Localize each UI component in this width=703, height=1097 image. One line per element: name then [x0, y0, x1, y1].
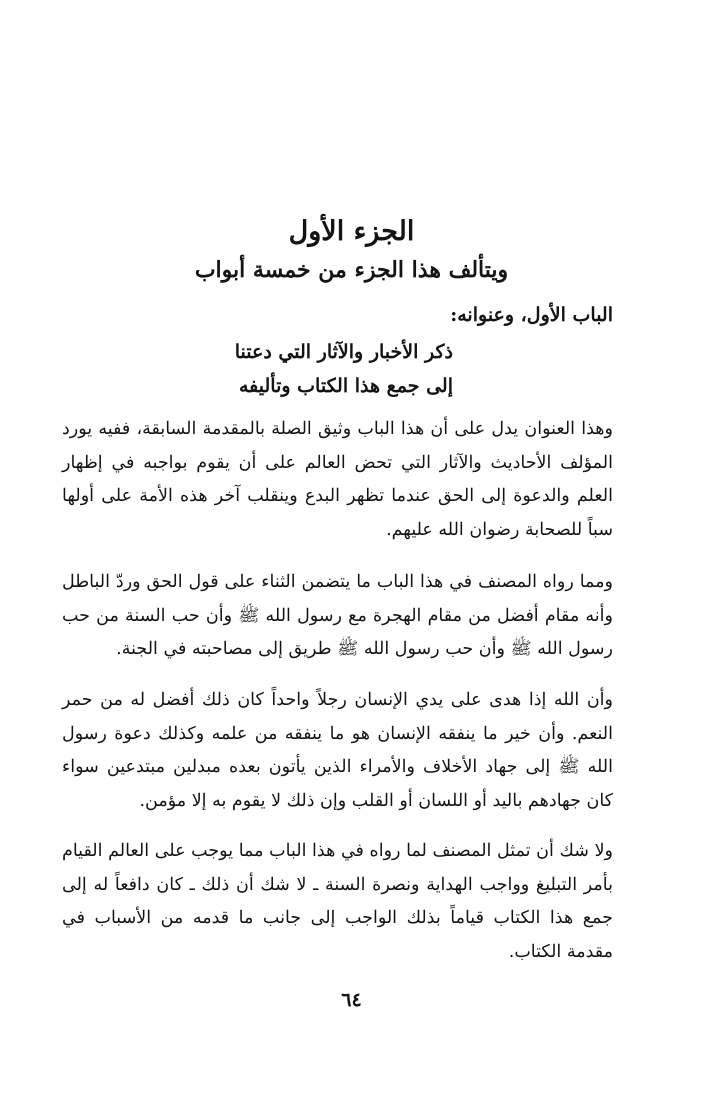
paragraph-3: وأن الله إذا هدى على يدي الإنسان رجلاً واحداً كان ذلك أفضل له من حمر النعم. وأن خير ما ينفقه الإنسان هو ما ينفقه من علمه وكذلك دعوة رسول الله ﷺ إلى جهاد الأخلاف والأمراء الذين يأتون بعده مبدلين مبتدعين سواء كان جهادهم باليد أو اللسان أو القلب وإن ذلك لا يقوم به إلا مؤمن.	[62, 690, 613, 811]
paragraph-4: ولا شك أن تمثل المصنف لما رواه في هذا الباب مما يوجب على العالم القيام بأمر التبليغ وواجب الهداية ونصرة السنة ـ لا شك أن ذلك ـ كان دافعاً له إلى جمع هذا الكتاب قياماً بذلك الواجب إلى جانب ما قدمه من الأسباب في مقدمة الكتاب.	[62, 841, 613, 962]
part-subtitle: ويتألف هذا الجزء من خمسة أبواب	[194, 257, 509, 283]
chapter-title-line-1: ذكر الأخبار والآثار التي دعتنا	[234, 341, 453, 363]
chapter-label: الباب الأول، وعنوانه:	[450, 304, 613, 326]
paragraph-2: ومما رواه المصنف في هذا الباب ما يتضمن الثناء على قول الحق وردّ الباطل وأنه مقام أفضل من مقام الهجرة مع رسول الله ﷺ وأن حب السنة من حب رسول الله ﷺ وأن حب رسول الله ﷺ طريق إلى مصاحبته في الجنة.	[62, 572, 613, 659]
chapter-title-line-2: إلى جمع هذا الكتاب وتأليفه	[238, 375, 453, 397]
part-title: الجزء الأول	[288, 216, 415, 247]
page-number: ٦٤	[341, 989, 362, 1011]
paragraph-1: وهذا العنوان يدل على أن هذا الباب وثيق الصلة بالمقدمة السابقة، ففيه يورد المؤلف الأحاديث والآثار التي تحض العالم على أن يقوم بواجبه في إظهار العلم والدعوة إلى الحق عندما تظهر البدع وينقلب آخر هذه الأمة على أولها سباً للصحابة رضوان الله عليهم.	[62, 419, 613, 540]
